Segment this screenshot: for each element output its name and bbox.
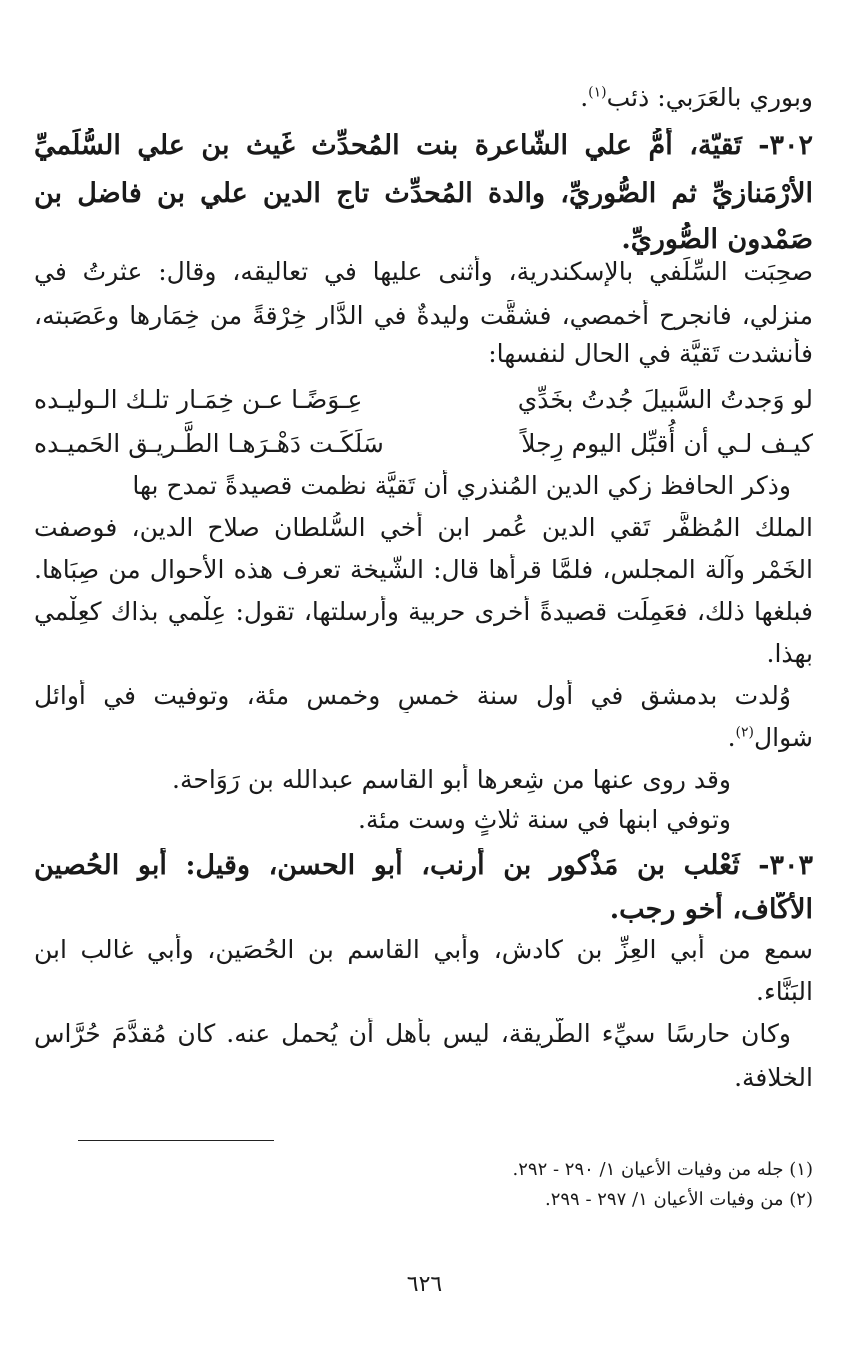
footnote-mark: (١) — [588, 84, 607, 101]
text-line: الأَكَّاف، أخو رجب. — [609, 894, 813, 925]
text-line: فبلغها ذلك، فعَمِلَت قصيدةً أُخرى حربية وأرسلتها، تقول: عِلْمي بذاك كعِلْمي — [34, 597, 813, 626]
poem-hemistich: لو وَجدتُ السَّبيلَ جُدتُ بخَدِّي — [517, 385, 813, 414]
text-line: فأنشدت تَقيَّة في الحال لنفسها: — [488, 339, 813, 368]
footnote-separator — [78, 1140, 274, 1141]
poem-verse — [34, 384, 813, 417]
text-line: الأَرْمَنازيِّ ثم الصُّوريِّ، والدة المُحدِّث تاج الدين علي بن فاضل بن — [34, 178, 813, 209]
entry-303-heading: ٣٠٣- ثَعْلب بن مَذْكور بن أرنب، أبو الحسن، وقيل: أبو الحُصين — [34, 850, 813, 881]
text-line: الخَمْر وآلة المجلس، فلمَّا قرأها قال: الشّيخة تعرف هذه الأحوال من صِبَاها. — [34, 555, 813, 584]
text-line: وتوفي ابنها في سنة ثلاثٍ وست مئة. — [358, 805, 731, 834]
footnote-mark: (٢) — [735, 724, 755, 741]
text-line: وُلدت بدمشق في أول سنة خمسٍ وخمس مئة، وتوفيت في أوائل — [34, 681, 791, 710]
text-line: شوال$^{(٢)}$. — [727, 723, 813, 752]
text-line: وذكر الحافظ زكي الدين المُنذري أن تَقيَّة نظمت قصيدةً تمدح بها — [132, 471, 791, 500]
poem-hemistich: كيـف لـي أن أُقبِّل اليوم رِجلاً — [521, 429, 813, 458]
text-line: منزلي، فانجرح أخمصي، فشقَّت وليدةٌ في الدَّار خِرْقةً من خِمَارها وعَصَبته، — [34, 301, 813, 330]
poem-hemistich: سَلَكَـت دَهْـرَهـا الطَّـريـق الحَميـده — [34, 429, 384, 458]
footnote: (١) جله من وفيات الأعيان ١/ ٢٩٠ - ٢٩٢. — [512, 1159, 813, 1180]
poem-verse — [34, 428, 813, 461]
text-line: سمع من أبي العِزِّ بن كادش، وأبي القاسم بن الحُصَين، وأبي غالب ابن — [34, 935, 813, 964]
entry-302-heading: ٣٠٢- تَقيّة، أُمُّ علي الشّاعرة بنت المُحدِّث غَيث بن علي السُّلَميِّ — [34, 130, 813, 161]
text-line: بهذا. — [766, 639, 813, 668]
text-line: البَنَّاء. — [756, 977, 813, 1006]
footnote: (٢) من وفيات الأعيان ١/ ٢٩٧ - ٢٩٩. — [544, 1189, 813, 1210]
text-line: الخلافة. — [734, 1063, 813, 1092]
text-line: وكان حارسًا سيِّء الطَّريقة، ليس بأهل أن يُحمل عنه. كان مُقدَّمَ حُرَّاس — [34, 1019, 791, 1048]
text-line: الملك المُظفَّر تَقي الدين عُمر ابن أخي السُّلطان صلاح الدين، فوصفت — [34, 513, 813, 542]
text-line: وقد روى عنها من شِعرها أبو القاسم عبدالله بن رَوَاحة. — [172, 765, 731, 794]
page-number: ٦٢٦ — [406, 1272, 443, 1297]
text-line: صحِبَت السِّلَفي بالإسكندرية، وأثنى عليها في تعاليقه، وقال: عثرتُ في — [34, 257, 813, 286]
text-line: صَمْدون الصُّوريِّ. — [621, 224, 813, 255]
poem-hemistich: عِـوَضًـا عـن خِمَـار تلـك الـوليـده — [34, 385, 363, 414]
text-line: وبوري بالعَرَبي: ذئب$^{(١)}$. — [580, 83, 813, 112]
